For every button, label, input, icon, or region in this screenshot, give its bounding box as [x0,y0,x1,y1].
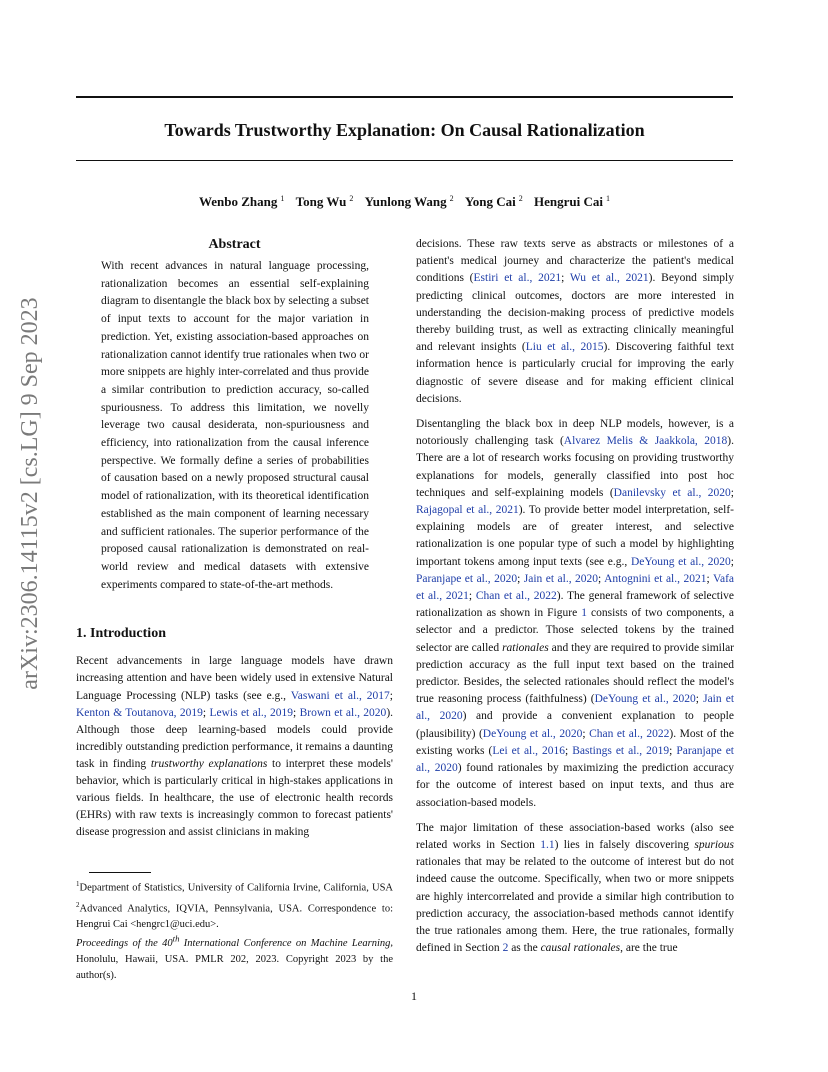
footnote-mark-2: 2 [76,900,80,909]
title-bottom-rule [76,160,733,161]
paragraph-text: ) lies in falsely discovering [554,838,695,851]
paragraph-text: ) found rationales by maximizing the prediction accuracy for the outcome of interest based on input texts, and thus are association-based models. [416,762,734,809]
section-heading-introduction: 1. Introduction [76,626,166,642]
footnote-mark-1: 1 [76,880,80,888]
author-list [76,191,733,210]
page-number: 1 [411,989,417,1003]
arxiv-stamp-text: arXiv:2306.14115v2 [cs.LG] 9 Sep 2023 [17,297,43,690]
proceedings-location: , Honolulu, Hawaii, USA. PMLR 202, 2023. Copyright 2023 by the author(s). [76,937,393,981]
paragraph-text: ) and provide a convenient explanation to people (plausibility) ( [416,710,734,740]
proceedings-prefix: Proceedings of the [76,937,163,949]
citation-link[interactable]: Jain et al., 2020 [416,693,735,723]
author-name [465,194,523,209]
citation-link[interactable]: DeYoung et al., 2020 [594,693,696,706]
author-affiliation-mark: 2 [349,194,354,203]
paragraph-text: ; [706,572,713,585]
paragraph-text: consists of two components, a selector and a predictor. Those selected tokens by the trained selector are called [416,607,734,654]
citation-link[interactable]: Vaswani et al., 2017 [290,689,390,702]
proceedings-ordinal: 40 [162,937,173,949]
citation-link[interactable]: Danilevsky et al., 2020 [613,486,731,499]
paragraph-text: ; [389,689,393,702]
paragraph-text: Disentangling the black box in deep NLP models, however, is a notoriously challenging task ( [416,418,734,448]
citation-link[interactable]: 2 [502,942,509,955]
paragraph-text: ; [730,555,734,568]
paragraph-text: Recent advancements in large language models have drawn increasing attention and have been widely used in extensive Natural Language Processing (NLP) tasks (see e.g., [76,655,393,702]
citation-link[interactable]: Paranjape et al., 2020 [416,744,734,775]
affiliation-footnote [76,876,393,933]
citation-link[interactable]: Chan et al., 2022 [589,727,670,740]
author-affiliation-mark: 1 [606,194,611,203]
paragraph-text: ). Although those deep learning-based models could provide incredibly outstanding prediction performance, it remains a daunting task in finding [76,706,394,770]
author-name-text: Hengrui Cai [534,194,604,210]
paragraph-text: ; [202,706,210,719]
arxiv-stamp [10,296,50,691]
citation-link[interactable]: Paranjape et al., 2020 [416,572,518,585]
citation-link[interactable]: Estiri et al., 2021 [473,272,562,285]
author-name [365,194,454,209]
paragraph-text: , are the true [620,942,678,955]
paragraph-text: ; [293,706,300,719]
citation-link[interactable]: DeYoung et al., 2020 [482,727,583,740]
proceedings-ordinal-suffix: th [172,933,180,943]
paragraph-text: ). There are a lot of research works focusing on providing trustworthy explanations for models, generally classified into post hoc techniques and self-explaining models ( [416,435,734,499]
title-top-rule [76,96,733,98]
paragraph-text: as the [508,942,541,955]
citation-link[interactable]: Jain et al., 2020 [523,572,599,585]
paragraph-text: ; [468,590,476,603]
paragraph-text: ; [730,486,734,499]
paper-title: Towards Trustworthy Explanation: On Causal Rationalization [164,120,645,140]
paragraph-text: rationales that may be related to the outcome of interest but do not indeed cause the outcome. Specifically, when two or more snippets are highly intercorrelated and provide a similar high contribution to prediction accuracy, the association-based methods cannot identify the true rationales among them. Here, the true rationales, formally defined in Section [416,856,734,955]
footnote-rule [89,872,151,873]
paragraph-text: ). Most of the existing works ( [416,727,734,757]
author-affiliation-mark: 2 [449,194,454,203]
intro-paragraph-1-part-1 [76,653,393,841]
author-affiliation-mark: 2 [518,194,523,203]
paragraph-text: ). To provide better model interpretation, self-explaining models are of greater interest, and selective rationalization is one popular type of such a model by highlighting important tokens among input texts (see e.g., [416,504,734,568]
right-column [416,236,734,965]
citation-link[interactable]: Wu et al., 2021 [569,272,649,285]
citation-link[interactable]: Alvarez Melis & Jaakkola, 2018 [563,435,728,448]
citation-link[interactable]: DeYoung et al., 2020 [630,555,731,568]
paragraph-text: ). Discovering faithful text information hence is particularly crucial for improving the early diagnostic of severe disease and for making efficient clinical decisions. [416,341,734,405]
citation-link[interactable]: Brown et al., 2020 [299,706,387,719]
author-name-text: Tong Wu [295,194,347,210]
paragraph-text: and they are required to provide similar prediction accuracy as the full input text based on the trained predictor. Besides, the selected rationales should reflect the model's true reasoning process (faithfulness) ( [416,641,735,706]
paragraph-text: ; [669,744,677,757]
author-name [534,194,610,209]
paragraph-text: ; [561,272,570,285]
author-name-text: Wenbo Zhang [198,194,278,210]
paragraph-text: The major limitation of these association-based works (also see related works in Section [416,821,734,851]
paragraph-text: ; [565,744,573,757]
citation-link[interactable]: Kenton & Toutanova, 2019 [76,706,203,719]
paragraph-text: ; [695,693,704,706]
author-name [199,194,284,209]
citation-link[interactable]: Lewis et al., 2019 [209,706,294,719]
emphasized-text: spurious [694,838,734,851]
intro-paragraph-3 [416,820,734,958]
author-name-text: Yong Cai [464,194,516,210]
citation-link[interactable]: Bastings et al., 2019 [572,744,670,757]
author-affiliation-mark: 1 [280,194,285,203]
citation-link[interactable]: 1.1 [540,838,555,851]
paragraph-text-split-tail: decisions. These raw texts serve as abstracts or milestones of a patient's medical journey and characterize the patient's medical conditions ( [416,238,734,285]
citation-link[interactable]: Chan et al., 2022 [475,590,557,603]
citation-link[interactable]: Antognini et al., 2021 [604,572,707,585]
paragraph-text-split-head: to interpret these models' behavior, which is particularly critical in high-stakes applications in various fields. In healthcare, the use of electronic health records (EHRs) with raw texts is increasingly common to forecast patients' disease progression and assist clinicians in making [76,757,393,839]
footnote-text-1: Department of Statistics, University of California Irvine, California, USA [79,882,393,894]
intro-paragraph-1-part-2 [416,236,734,408]
paragraph-text: ; [517,572,524,585]
paragraph-text: ; [582,727,590,740]
left-column [76,236,393,849]
paragraph-text: ). Beyond simply predicting clinical outcomes, doctors are more interested in understanding the decision-making process of predictive models thereby building trust, as well as extracting clinically meaningful and relevant insights ( [416,272,734,354]
emphasized-text: causal rationales [540,942,621,955]
emphasized-text: rationales [502,641,549,654]
author-name-text: Yunlong Wang [364,194,447,210]
abstract-heading: Abstract [208,237,261,252]
author-name [296,194,354,209]
intro-paragraph-2 [416,416,734,812]
paragraph-text: ; [598,572,605,585]
proceedings-note [76,930,393,984]
citation-link[interactable]: 1 [581,607,587,620]
citation-link[interactable]: Vafa et al., 2021 [416,572,735,603]
citation-link[interactable]: Liu et al., 2015 [525,341,604,354]
citation-link[interactable]: Lei et al., 2016 [492,744,565,757]
emphasized-text: trustworthy explanations [150,757,268,770]
abstract-text: With recent advances in natural language processing, rationalization becomes an essential self-explaining diagram to disentangle the black box by selecting a subset of input texts to account for the major variation in prediction. Yet, existing association-based approaches on rationalization cannot identify true rationales when two or more snippets are highly inter-correlated and thus provide a similar contribution to prediction accuracy, so-called spuriousness. To address this limitation, we novelly leverage two causal desiderata, non-spuriousness and efficiency, into rationalization from the causal inference perspective. We formally define a series of probabilities of causation based on a newly proposed structural causal model of rationalization, with its theoretical identification established as the main component of learning necessary and sufficient rationales. The superior performance of the proposed causal rationalization is demonstrated on real-world review and medical datasets with extensive experiments compared to state-of-the-art methods. [101,260,369,591]
footnote-text-2: Advanced Analytics, IQVIA, Pennsylvania, USA. Correspondence to: Hengrui Cai <hengrc1@uci.edu>. [76,903,393,930]
paragraph-text: ). The general framework of selective rationalization as shown in Figure [416,590,735,620]
citation-link[interactable]: Rajagopal et al., 2021 [416,504,519,517]
proceedings-conference: International Conference on Machine Learning [179,937,391,949]
